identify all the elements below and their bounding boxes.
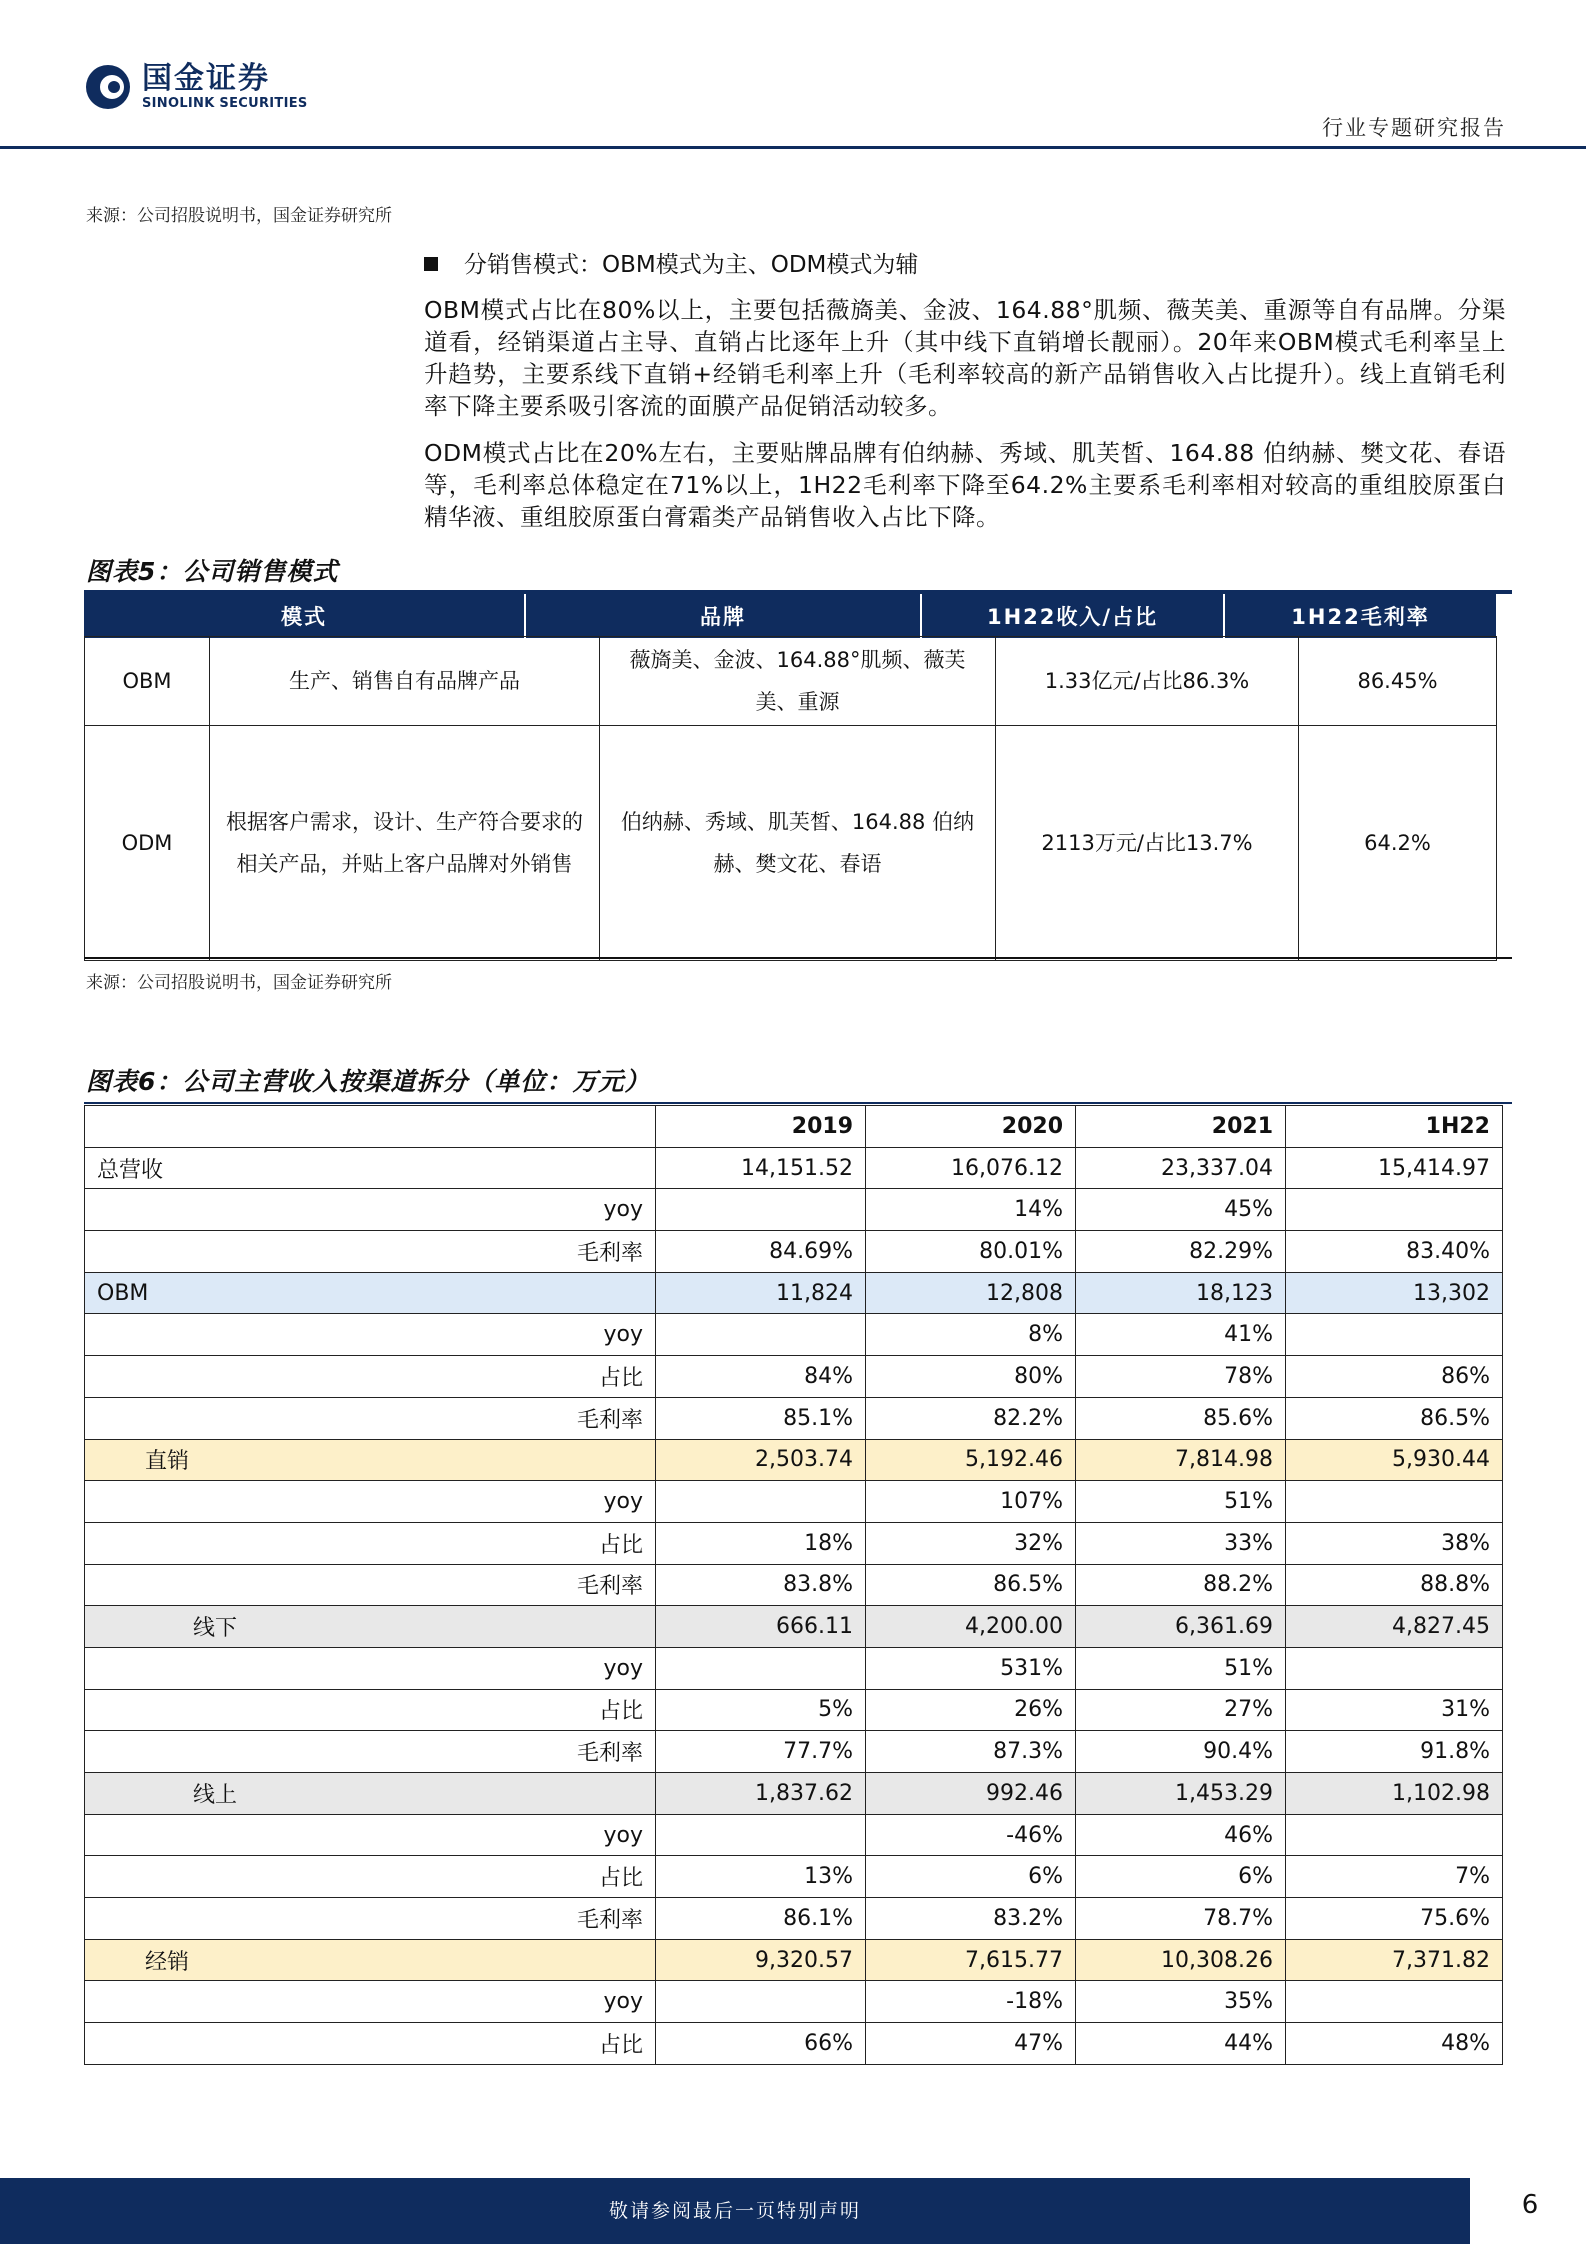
table-cell: 80.01% xyxy=(866,1231,1076,1273)
table-cell: 84.69% xyxy=(656,1231,866,1273)
row-label: 线下 xyxy=(85,1606,656,1648)
table-cell xyxy=(656,1814,866,1856)
header-brand: 品牌 xyxy=(525,594,921,638)
brand-cell: 薇旖美、金波、164.88°肌频、薇芙美、重源 xyxy=(600,637,996,726)
table-cell: 86.5% xyxy=(1286,1397,1503,1439)
table-cell: 88.2% xyxy=(1076,1564,1286,1606)
table-cell: 10,308.26 xyxy=(1076,1939,1286,1981)
table-cell: 18,123 xyxy=(1076,1272,1286,1314)
table-cell: 87.3% xyxy=(866,1731,1076,1773)
table-cell: 9,320.57 xyxy=(656,1939,866,1981)
table-cell: 7,371.82 xyxy=(1286,1939,1503,1981)
table-cell: 78% xyxy=(1076,1356,1286,1398)
table-row xyxy=(85,1564,1503,1606)
table-row xyxy=(85,1898,1503,1940)
row-label: 线上 xyxy=(85,1773,656,1815)
report-type: 行业专题研究报告 xyxy=(1322,116,1506,140)
header-year: 2019 xyxy=(656,1106,866,1148)
table-cell: 84% xyxy=(656,1356,866,1398)
table-cell: 86.1% xyxy=(656,1898,866,1940)
sales-mode-table-body xyxy=(84,636,1497,961)
table-row xyxy=(85,637,1497,726)
revenue-by-channel-table xyxy=(84,1105,1503,2065)
footer-disclaimer: 敬请参阅最后一页特别声明 xyxy=(608,2200,861,2222)
table-row xyxy=(85,1189,1503,1231)
table-cell: 6% xyxy=(1076,1856,1286,1898)
table-cell: 12,808 xyxy=(866,1272,1076,1314)
table-row xyxy=(85,1147,1503,1189)
page-number: 6 xyxy=(1521,2190,1539,2220)
table-cell: 32% xyxy=(866,1522,1076,1564)
mode-cell: ODM xyxy=(85,726,210,961)
table-row xyxy=(85,2023,1503,2065)
table-cell: 86% xyxy=(1286,1356,1503,1398)
table-cell: 88.8% xyxy=(1286,1564,1503,1606)
figure5-title: 图表5：公司销售模式 xyxy=(86,557,339,586)
header-margin: 1H22毛利率 xyxy=(1224,594,1496,638)
table-cell: 83.2% xyxy=(866,1898,1076,1940)
revenue-cell: 1.33亿元/占比86.3% xyxy=(996,637,1299,726)
table-cell: 38% xyxy=(1286,1522,1503,1564)
table-cell: 15,414.97 xyxy=(1286,1147,1503,1189)
table-cell xyxy=(656,1981,866,2023)
table-cell: 75.6% xyxy=(1286,1898,1503,1940)
table-row xyxy=(85,1314,1503,1356)
table-cell xyxy=(656,1481,866,1523)
table-cell: 35% xyxy=(1076,1981,1286,2023)
row-label: 占比 xyxy=(85,1356,656,1398)
table-header-row xyxy=(84,594,1496,638)
table-cell: 11,824 xyxy=(656,1272,866,1314)
table-cell: 6,361.69 xyxy=(1076,1606,1286,1648)
row-label: yoy xyxy=(85,1189,656,1231)
table-cell: 14% xyxy=(866,1189,1076,1231)
table-cell: 26% xyxy=(866,1689,1076,1731)
table-cell xyxy=(1286,1314,1503,1356)
table-cell xyxy=(1286,1189,1503,1231)
table-cell xyxy=(656,1189,866,1231)
table-cell: 45% xyxy=(1076,1189,1286,1231)
table-header-row xyxy=(85,1106,1503,1148)
table-cell: 5,192.46 xyxy=(866,1439,1076,1481)
mode-cell: OBM xyxy=(85,637,210,726)
table-cell: 8% xyxy=(866,1314,1076,1356)
brand-cell: 伯纳赫、秀域、肌芙皙、164.88 伯纳赫、樊文花、春语 xyxy=(600,726,996,961)
source-note-top: 来源：公司招股说明书，国金证券研究所 xyxy=(86,206,392,226)
header-revenue: 1H22收入/占比 xyxy=(921,594,1224,638)
table-row xyxy=(85,1939,1503,1981)
header-year: 2020 xyxy=(866,1106,1076,1148)
table-cell: -46% xyxy=(866,1814,1076,1856)
table-row xyxy=(85,1481,1503,1523)
table-row xyxy=(85,1856,1503,1898)
row-label: yoy xyxy=(85,1481,656,1523)
table-cell: 31% xyxy=(1286,1689,1503,1731)
company-logo xyxy=(84,62,308,112)
sinolink-logo-icon xyxy=(84,63,132,111)
table-cell: 6% xyxy=(866,1856,1076,1898)
table-row xyxy=(85,1814,1503,1856)
table-cell: 91.8% xyxy=(1286,1731,1503,1773)
table-row xyxy=(85,1231,1503,1273)
table-row xyxy=(85,1981,1503,2023)
row-label: 总营收 xyxy=(85,1147,656,1189)
table-cell: 13,302 xyxy=(1286,1272,1503,1314)
table-cell: -18% xyxy=(866,1981,1076,2023)
figure6-top-rule xyxy=(84,1102,1512,1104)
table-cell: 85.1% xyxy=(656,1397,866,1439)
logo-english-name: SINOLINK SECURITIES xyxy=(142,96,308,111)
header-year: 2021 xyxy=(1076,1106,1286,1148)
table-cell: 48% xyxy=(1286,2023,1503,2065)
table-row xyxy=(85,1439,1503,1481)
table-row xyxy=(85,726,1497,961)
table-cell: 4,200.00 xyxy=(866,1606,1076,1648)
table-cell: 83.40% xyxy=(1286,1231,1503,1273)
row-label: yoy xyxy=(85,1647,656,1689)
row-label: 毛利率 xyxy=(85,1231,656,1273)
table-cell: 78.7% xyxy=(1076,1898,1286,1940)
row-label: yoy xyxy=(85,1814,656,1856)
table-cell: 13% xyxy=(656,1856,866,1898)
row-label: 占比 xyxy=(85,1522,656,1564)
table-cell xyxy=(1286,1814,1503,1856)
paragraph-obm: OBM模式占比在80%以上，主要包括薇旖美、金波、164.88°肌频、薇芙美、重源等自有品牌。分渠道看，经销渠道占主导、直销占比逐年上升（其中线下直销增长靓丽）。20年来OBM模式毛利率呈上升趋势，主要系线下直销+经销毛利率上升（毛利率较高的新产品销售收入占比提升）。线上直销毛利率下降主要系吸引客流的面膜产品促销活动较多。 xyxy=(424,296,1506,420)
figure5-bottom-rule xyxy=(84,957,1512,959)
table-row xyxy=(85,1731,1503,1773)
row-label: yoy xyxy=(85,1981,656,2023)
table-cell: 23,337.04 xyxy=(1076,1147,1286,1189)
row-label: yoy xyxy=(85,1314,656,1356)
table-cell: 82.2% xyxy=(866,1397,1076,1439)
table-cell xyxy=(1286,1481,1503,1523)
table-cell: 44% xyxy=(1076,2023,1286,2065)
row-label: 毛利率 xyxy=(85,1731,656,1773)
table-cell: 1,453.29 xyxy=(1076,1773,1286,1815)
row-label: 占比 xyxy=(85,2023,656,2065)
table-cell: 47% xyxy=(866,2023,1076,2065)
row-label: 毛利率 xyxy=(85,1564,656,1606)
table-cell: 7,814.98 xyxy=(1076,1439,1286,1481)
table-cell: 16,076.12 xyxy=(866,1147,1076,1189)
source-note-mid: 来源：公司招股说明书，国金证券研究所 xyxy=(86,973,392,993)
row-label: 占比 xyxy=(85,1689,656,1731)
table-row xyxy=(85,1397,1503,1439)
table-cell: 86.5% xyxy=(866,1564,1076,1606)
table-cell: 90.4% xyxy=(1076,1731,1286,1773)
table-cell xyxy=(1286,1981,1503,2023)
table-cell: 51% xyxy=(1076,1647,1286,1689)
row-label: OBM xyxy=(85,1272,656,1314)
table-row xyxy=(85,1606,1503,1648)
table-row xyxy=(85,1522,1503,1564)
section-heading xyxy=(424,246,918,279)
table-row xyxy=(85,1356,1503,1398)
table-cell: 531% xyxy=(866,1647,1076,1689)
table-cell: 77.7% xyxy=(656,1731,866,1773)
table-row xyxy=(85,1272,1503,1314)
table-cell: 18% xyxy=(656,1522,866,1564)
header-divider xyxy=(0,146,1586,149)
table-cell: 33% xyxy=(1076,1522,1286,1564)
table-cell: 51% xyxy=(1076,1481,1286,1523)
table-row xyxy=(85,1647,1503,1689)
bullet-square-icon xyxy=(424,257,438,271)
figure6-title: 图表6：公司主营收入按渠道拆分（单位：万元） xyxy=(86,1067,651,1096)
row-label: 毛利率 xyxy=(85,1397,656,1439)
table-row xyxy=(85,1689,1503,1731)
margin-cell: 86.45% xyxy=(1299,637,1497,726)
table-cell xyxy=(656,1314,866,1356)
table-cell: 5,930.44 xyxy=(1286,1439,1503,1481)
table-cell: 83.8% xyxy=(656,1564,866,1606)
table-cell: 82.29% xyxy=(1076,1231,1286,1273)
revenue-cell: 2113万元/占比13.7% xyxy=(996,726,1299,961)
table-cell: 107% xyxy=(866,1481,1076,1523)
row-label: 占比 xyxy=(85,1856,656,1898)
section-heading-text: 分销售模式：OBM模式为主、ODM模式为辅 xyxy=(464,252,919,278)
table-cell xyxy=(1286,1647,1503,1689)
header-empty xyxy=(85,1106,656,1148)
header-year: 1H22 xyxy=(1286,1106,1503,1148)
sales-mode-table xyxy=(84,594,1496,638)
table-cell: 666.11 xyxy=(656,1606,866,1648)
margin-cell: 64.2% xyxy=(1299,726,1497,961)
table-cell: 2,503.74 xyxy=(656,1439,866,1481)
table-cell: 4,827.45 xyxy=(1286,1606,1503,1648)
table-cell: 80% xyxy=(866,1356,1076,1398)
table-cell: 1,102.98 xyxy=(1286,1773,1503,1815)
description-cell: 根据客户需求，设计、生产符合要求的相关产品，并贴上客户品牌对外销售 xyxy=(210,726,600,961)
table-cell: 85.6% xyxy=(1076,1397,1286,1439)
table-cell: 14,151.52 xyxy=(656,1147,866,1189)
table-cell: 27% xyxy=(1076,1689,1286,1731)
table-cell xyxy=(656,1647,866,1689)
description-cell: 生产、销售自有品牌产品 xyxy=(210,637,600,726)
row-label: 毛利率 xyxy=(85,1898,656,1940)
logo-chinese-name: 国金证券 xyxy=(142,61,270,96)
table-cell: 992.46 xyxy=(866,1773,1076,1815)
table-cell: 7,615.77 xyxy=(866,1939,1076,1981)
header-mode: 模式 xyxy=(84,594,525,638)
paragraph-odm: ODM模式占比在20%左右，主要贴牌品牌有伯纳赫、秀域、肌芙皙、164.88 伯纳赫、樊文花、春语等，毛利率总体稳定在71%以上，1H22毛利率下降至64.2%主要系毛利率相对较高的重组胶原蛋白精华液、重组胶原蛋白膏霜类产品销售收入占比下降。 xyxy=(424,439,1506,531)
table-cell: 1,837.62 xyxy=(656,1773,866,1815)
row-label: 直销 xyxy=(85,1439,656,1481)
table-cell: 5% xyxy=(656,1689,866,1731)
table-cell: 41% xyxy=(1076,1314,1286,1356)
table-cell: 46% xyxy=(1076,1814,1286,1856)
table-cell: 7% xyxy=(1286,1856,1503,1898)
table-row xyxy=(85,1773,1503,1815)
table-cell: 66% xyxy=(656,2023,866,2065)
row-label: 经销 xyxy=(85,1939,656,1981)
